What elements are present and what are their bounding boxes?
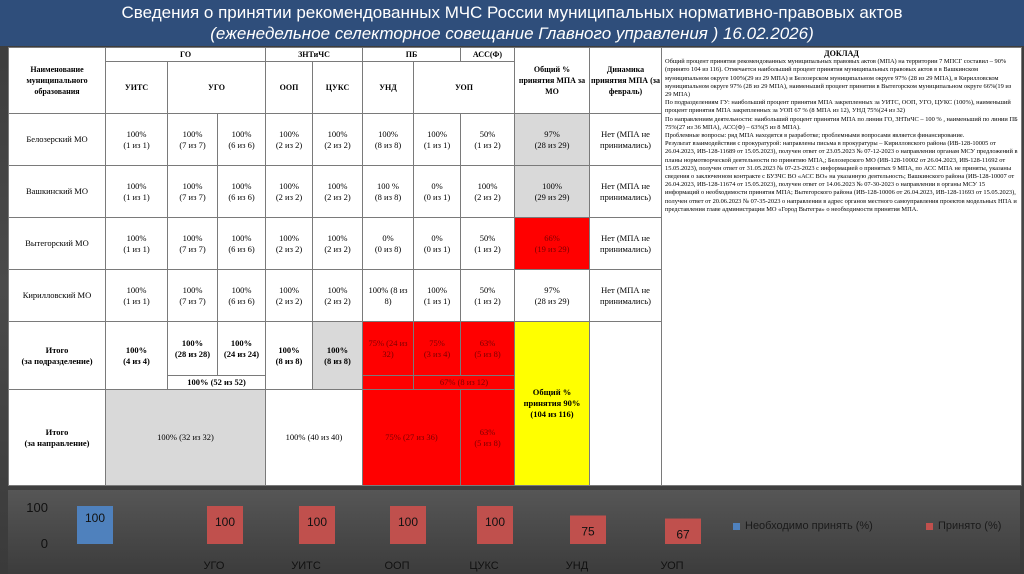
report-p3: По направлениям деятельности: наибольший процент принятия МПА по линии ГО, ЗНТиЧС – 100 % , наименьший по линии ПБ 75%(27 из 36 МПА), АСС(Ф) – 63%(5 из 8 МПА). bbox=[665, 115, 1018, 131]
itogo-ugo2: 100% (24 из 24) bbox=[218, 322, 266, 376]
cell-uop2: 50% (1 из 2) bbox=[461, 270, 515, 322]
cell-uits: 100% (1 из 1) bbox=[106, 218, 168, 270]
itogo-dir-go: 100% (32 из 32) bbox=[106, 390, 266, 486]
head-zntchs: ЗНТиЧС bbox=[266, 48, 363, 62]
cell-ugo1: 100% (7 из 7) bbox=[168, 114, 218, 166]
itogo-dyn-empty bbox=[590, 322, 662, 486]
head-pb: ПБ bbox=[363, 48, 461, 62]
cell-total: 100% (29 из 29) bbox=[515, 166, 590, 218]
bar-label: 100 bbox=[84, 511, 106, 525]
head-dyn: Динамика принятия МПА (за февраль) bbox=[590, 48, 662, 114]
itogo-und: 75% (24 из 32) bbox=[363, 322, 414, 376]
itogo-ugo1: 100% (28 из 28) bbox=[168, 322, 218, 376]
cell-uop2: 100% (2 из 2) bbox=[461, 166, 515, 218]
x-tick-label: УГО bbox=[203, 560, 225, 572]
report-p4: Проблемные вопросы: ряд МПА находятся в разработке; проблемными вопросами является финансирование. bbox=[665, 132, 965, 140]
y-tick-label: 0 bbox=[40, 536, 48, 551]
itogo-dir-zntchs: 100% (40 из 40) bbox=[266, 390, 363, 486]
head-oop: ООП bbox=[266, 62, 313, 114]
cell-uop1: 100% (1 из 1) bbox=[414, 114, 461, 166]
x-tick-label: ЦУКС bbox=[469, 560, 499, 572]
head-total: Общий % принятия МПА за МО bbox=[515, 48, 590, 114]
page-title bbox=[0, 0, 1024, 46]
cell-ugo1: 100% (7 из 7) bbox=[168, 166, 218, 218]
cell-dyn: Нет (МПА не принимались) bbox=[590, 114, 662, 166]
cell-dyn: Нет (МПА не принимались) bbox=[590, 270, 662, 322]
bar-label: 67 bbox=[676, 527, 690, 542]
x-tick-label: ООП bbox=[384, 560, 410, 572]
cell-dyn: Нет (МПА не принимались) bbox=[590, 166, 662, 218]
row-name: Вашкинский МО bbox=[9, 166, 106, 218]
chart-svg bbox=[8, 490, 1020, 574]
itogo-oop: 100% (8 из 8) bbox=[266, 322, 313, 390]
x-tick-label: УОП bbox=[660, 560, 684, 572]
bar-label: 100 bbox=[397, 515, 419, 529]
head-name: Наименование муниципального образования bbox=[9, 48, 106, 114]
bar-label: 75 bbox=[581, 524, 595, 539]
title-line2: (еженедельное селекторное совещание Главного управления ) 16.02.2026) bbox=[210, 24, 814, 43]
legend-swatch-red bbox=[926, 523, 933, 530]
row-name: Кирилловский МО bbox=[9, 270, 106, 322]
report-p2: По подразделениям ГУ: наибольший процент принятия МПА закрепленных за УИТС, ООП, УГО, ЦУКС (100%), наименьший процент принятия МПА закрепленных за УОП 67 % (8 МПА из 12), УНД 75%(24 из 32) bbox=[665, 99, 1011, 115]
legend-swatch-blue bbox=[733, 523, 740, 530]
cell-oop: 100% (2 из 2) bbox=[266, 166, 313, 218]
itogo-uits: 100% (4 из 4) bbox=[106, 322, 168, 390]
cell-uits: 100% (1 из 1) bbox=[106, 166, 168, 218]
head-uop: УОП bbox=[414, 62, 515, 114]
x-tick-label: УНД bbox=[565, 560, 589, 572]
itogo-dir-pb: 75% (27 из 36) bbox=[363, 390, 461, 486]
itogo-ugo-sum: 100% (52 из 52) bbox=[168, 376, 266, 390]
cell-ugo1: 100% (7 из 7) bbox=[168, 218, 218, 270]
cell-uits: 100% (1 из 1) bbox=[106, 270, 168, 322]
cell-tsuks: 100% (2 из 2) bbox=[313, 114, 363, 166]
head-und: УНД bbox=[363, 62, 414, 114]
itogo-total: Общий % принятия 90% (104 из 116) bbox=[515, 322, 590, 486]
cell-uop2: 50% (1 из 2) bbox=[461, 114, 515, 166]
report-title: ДОКЛАД bbox=[824, 49, 859, 58]
cell-ugo2: 100% (6 из 6) bbox=[218, 166, 266, 218]
head-ass: АСС(Ф) bbox=[461, 48, 515, 62]
cell-ugo2: 100% (6 из 6) bbox=[218, 114, 266, 166]
bar-label: 100 bbox=[484, 515, 506, 529]
bar-chart bbox=[8, 490, 1020, 574]
cell-uop1: 0% (0 из 1) bbox=[414, 166, 461, 218]
cell-ugo2: 100% (6 из 6) bbox=[218, 270, 266, 322]
itogo-pb-sum: 67% (8 из 12) bbox=[414, 376, 515, 390]
cell-und: 100% (8 из 8) bbox=[363, 270, 414, 322]
cell-uits: 100% (1 из 1) bbox=[106, 114, 168, 166]
cell-oop: 100% (2 из 2) bbox=[266, 270, 313, 322]
cell-tsuks: 100% (2 из 2) bbox=[313, 270, 363, 322]
mpa-table bbox=[8, 47, 1022, 486]
cell-und: 100% (8 из 8) bbox=[363, 114, 414, 166]
cell-oop: 100% (2 из 2) bbox=[266, 218, 313, 270]
cell-uop2: 50% (1 из 2) bbox=[461, 218, 515, 270]
cell-und: 100 % (8 из 8) bbox=[363, 166, 414, 218]
report-p1: Общий процент принятия рекомендованных муниципальных правовых актов (МПА) на территории 7 МПСГ составил – 90% (принято 104 из 116). Отмечается наибольший процент принятия муниципальных правовых актов в в Вашкинском муниципальном округе 100%(29 из 29 МПА) и Белозерском муниципальном округе 97% (28 из 29 МПА), в Кирилловском муниципальном округе 97% (28 из 29 МПА), наименьший процент принятия в Вытегорском муниципальном округе 66%(19 из 29 МПА) bbox=[665, 58, 1012, 99]
cell-tsuks: 100% (2 из 2) bbox=[313, 218, 363, 270]
head-go: ГО bbox=[106, 48, 266, 62]
itogo-tsuks: 100% (8 из 8) bbox=[313, 322, 363, 390]
legend-item-done: Принято (%) bbox=[926, 520, 1001, 532]
cell-oop: 100% (2 из 2) bbox=[266, 114, 313, 166]
row-name: Белозерский МО bbox=[9, 114, 106, 166]
cell-und: 0% (0 из 8) bbox=[363, 218, 414, 270]
cell-uop1: 100% (1 из 1) bbox=[414, 270, 461, 322]
cell-ugo2: 100% (6 из 6) bbox=[218, 218, 266, 270]
itogo-dir-ass: 63% (5 из 8) bbox=[461, 390, 515, 486]
head-tsuks: ЦУКС bbox=[313, 62, 363, 114]
itogo-uop2: 63% (5 из 8) bbox=[461, 322, 515, 376]
head-uits: УИТС bbox=[106, 62, 168, 114]
head-ugo: УГО bbox=[168, 62, 266, 114]
report-p5: Результат взаимодействия с прокуратурой: направлены письма в прокуратуры – Кирилловского района (ИВ-128-10005 от 26.04.2023, ИВ-128-11689 от 15.05.2023), получен ответ от 23.05.2023 № 07-12-2023 о направлении органам МСУ предложений в планы нормотворческой деятельности по принятию МПА,; Белозерского МО (ИВ-128-10002 от 26.04.2023, ИВ-128-11692 от 15.05.2023), получен ответ от 31.05.2023 № 07-23-2023 с информацией о принятых 9 МПА, по АСС МПА не приняты, указаны сведения о заключенном контракте с БУЗЧС ВО «АСС ВО» на указанную деятельность; Вашкинского района (ИВ-128-10007 от 26.04.2023, ИВ-128-11674 от 15.05.2023), получен ответ от 14.06.2023 № 07-30-2023 о направлении в органы МСУ 15 информаций о необходимости принятия МПА; Вытегорского района (ИВ-128-10006 от 26.04.2023, ИВ-128-11693 от 15.05.2023), получен ответ от 20.06.2023 № 07-35-2023 о направлении в адрес органов местного самоуправления проектов модельных НПА и представления главе администрации МО «Город Вытегра» о необходимости принятия МПА. bbox=[665, 140, 1018, 213]
bar-label: 100 bbox=[214, 515, 236, 529]
itogo-dir-label: Итого (за направление) bbox=[9, 390, 106, 486]
cell-tsuks: 100% (2 из 2) bbox=[313, 166, 363, 218]
cell-total: 97% (28 из 29) bbox=[515, 270, 590, 322]
report-panel bbox=[662, 48, 1022, 486]
itogo-uop1: 75% (3 из 4) bbox=[414, 322, 461, 376]
bar-label: 100 bbox=[306, 515, 328, 529]
itogo-sub-label: Итого (за подразделение) bbox=[9, 322, 106, 390]
row-name: Вытегорский МО bbox=[9, 218, 106, 270]
y-tick-label: 100 bbox=[26, 500, 48, 515]
legend-item-need: Необходимо принять (%) bbox=[733, 520, 873, 532]
cell-uop1: 0% (0 из 1) bbox=[414, 218, 461, 270]
itogo-und-blank bbox=[363, 376, 414, 390]
cell-dyn: Нет (МПА не принимались) bbox=[590, 218, 662, 270]
title-line1: Сведения о принятии рекомендованных МЧС России муниципальных нормативно-правовых актов bbox=[121, 3, 903, 22]
cell-ugo1: 100% (7 из 7) bbox=[168, 270, 218, 322]
x-tick-label: УИТС bbox=[291, 560, 321, 572]
cell-total: 97% (28 из 29) bbox=[515, 114, 590, 166]
cell-total: 66% (19 из 29) bbox=[515, 218, 590, 270]
